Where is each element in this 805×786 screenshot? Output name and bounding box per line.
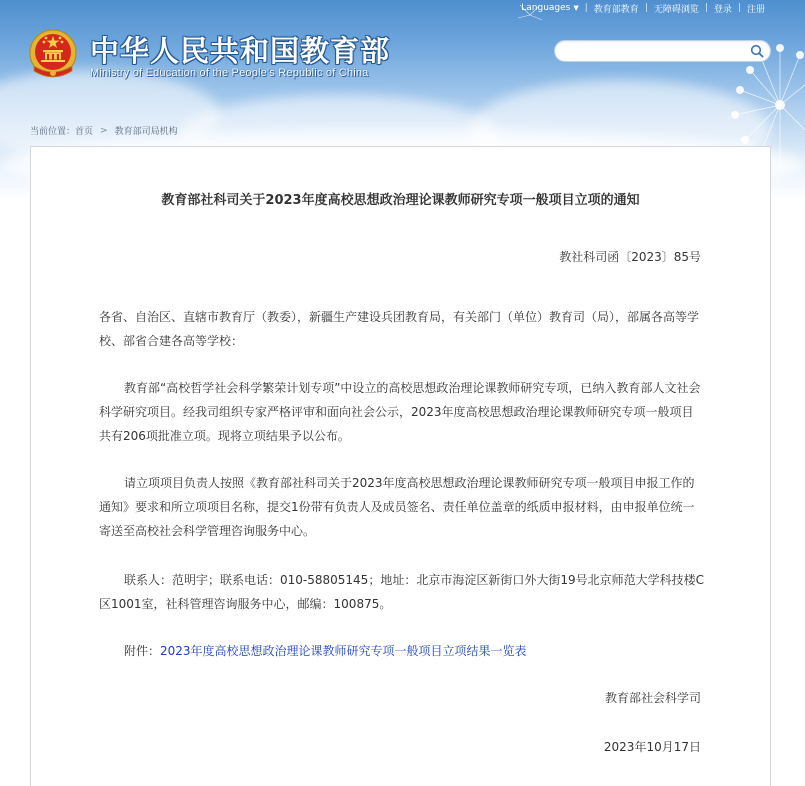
divider: | (644, 3, 648, 13)
search-box (554, 40, 771, 62)
top-links-bar (515, 0, 771, 16)
national-emblem-icon[interactable] (28, 28, 78, 80)
body-paragraph-1: 教育部“高校哲学社会科学繁荣计划专项”中设立的高校思想政治理论课教师研究专项，已纳入教育部人文社会科学研究项目。经我司组织专家严格评审和面向社会公示，2023年度高校思想政治理论课教师研究专项一般项目共有206项批准立项。现将立项结果予以公布。 (99, 381, 701, 443)
article-title: 教育部社科司关于2023年度高校思想政治理论课教师研究专项一般项目立项的通知 (161, 193, 640, 208)
accessible-link[interactable]: 无障碍浏览 (653, 4, 699, 15)
search-icon[interactable] (750, 44, 764, 58)
document-number: 教社科司函〔2023〕85号 (559, 250, 701, 264)
search-input[interactable] (565, 43, 749, 61)
login-link[interactable]: 登录 (713, 4, 732, 15)
signature: 教育部社会科学司 (604, 691, 701, 705)
site-title-en: Ministry of Education of the People's Republic of China (90, 67, 369, 79)
breadcrumb (30, 124, 178, 137)
register-link[interactable]: 注册 (746, 4, 765, 15)
mobile-link[interactable]: 教育部教育 (593, 4, 639, 15)
breadcrumb-home[interactable]: 首页 (75, 127, 94, 137)
site-title-cn[interactable]: 中华人民共和国教育部 (90, 34, 391, 68)
divider: | (704, 3, 708, 13)
breadcrumb-section[interactable]: 教育部司局机构 (114, 127, 178, 137)
attachment (124, 639, 527, 663)
chevron-right-icon: > (100, 125, 108, 136)
languages-menu[interactable] (515, 3, 585, 13)
attachment-label: 附件： (124, 644, 161, 658)
divider: | (737, 3, 741, 13)
publish-date: 2023年10月17日 (603, 740, 701, 754)
body-paragraph-3: 联系人：范明宇；联系电话：010-58805145；地址：北京市海淀区新街口外大街19号北京师范大学科技楼C区1001室，社科管理咨询服务中心，邮编：100875。 (99, 573, 704, 611)
body-paragraph-2: 请立项项目负责人按照《教育部社科司关于2023年度高校思想政治理论课教师研究专项一般项目申报工作的通知》要求和所立项项目名称，提交1份带有负责人及成员签名、责任单位盖章的纸质申报材料，由申报单位统一寄送至高校社会科学管理咨询服务中心。 (99, 476, 695, 538)
languages-label: Languages (521, 3, 571, 13)
divider: | (584, 3, 588, 13)
breadcrumb-label: 当前位置： (30, 127, 76, 137)
salutation: 各省、自治区、直辖市教育厅（教委），新疆生产建设兵团教育局，有关部门（单位）教育司（局），部属各高等学校、部省合建各高等学校： (99, 310, 700, 348)
attachment-link[interactable]: 2023年度高校思想政治理论课教师研究专项一般项目立项结果一览表 (160, 644, 527, 658)
caret-down-icon: ▼ (573, 4, 579, 12)
